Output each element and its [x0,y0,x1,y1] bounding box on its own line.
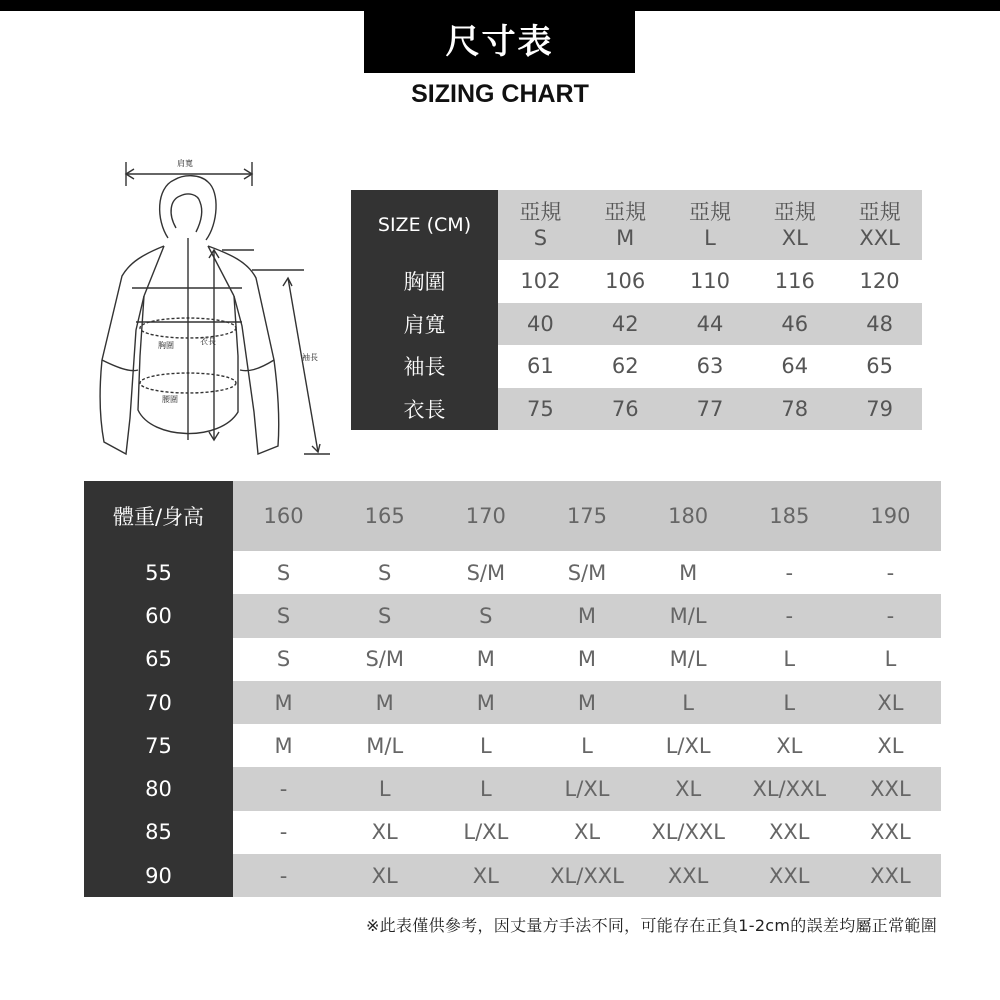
measurement-cell: 46 [752,303,837,346]
sleeve-label: 袖長 [302,353,318,362]
fit-cell: M [435,681,536,724]
measurement-cell: 116 [752,260,837,303]
fit-cell: M [233,681,334,724]
fit-cell: M [334,681,435,724]
measurement-cell: 79 [837,388,922,431]
fit-cell: XL/XXL [638,811,739,854]
measurement-cell: 75 [498,388,583,431]
height-header: 190 [840,481,941,551]
measurement-row-sleeve [351,345,922,388]
weight-label: 85 [84,811,233,854]
fit-cell: L [739,681,840,724]
fit-cell: L [536,724,637,767]
page-subtitle: SIZING CHART [411,80,589,108]
measurement-cell: 44 [668,303,753,346]
fit-cell: XL [840,724,941,767]
measurement-cell: 78 [752,388,837,431]
fit-cell: XL [334,854,435,897]
chest-label: 胸圍 [158,341,174,350]
fit-cell: - [840,594,941,637]
fit-cell: S [334,551,435,594]
measurement-cell: 62 [583,345,668,388]
measurement-cell: 48 [837,303,922,346]
shoulder-label: 肩寬 [177,159,193,168]
fit-cell: L/XL [638,724,739,767]
fit-cell: - [233,767,334,810]
fit-cell: S [435,594,536,637]
size-region: 亞規 [604,200,647,224]
size-region: 亞規 [773,200,816,224]
size-code: XXL [859,226,900,250]
fit-row [84,638,941,681]
weight-label: 60 [84,594,233,637]
fit-cell: L/XL [435,811,536,854]
fit-cell: M/L [638,594,739,637]
fit-cell: XXL [739,811,840,854]
height-header: 180 [638,481,739,551]
size-column-l [668,190,753,260]
measurement-row-chest [351,260,922,303]
fit-cell: M [435,638,536,681]
weight-label: 65 [84,638,233,681]
measurement-cell: 102 [498,260,583,303]
fit-cell: XL/XXL [536,854,637,897]
fit-cell: - [233,811,334,854]
height-header: 175 [536,481,637,551]
height-header: 165 [334,481,435,551]
fit-cell: L [334,767,435,810]
fit-row [84,811,941,854]
measurement-cell: 42 [583,303,668,346]
fit-cell: L [638,681,739,724]
fit-row [84,594,941,637]
fit-cell: XXL [739,854,840,897]
measurement-header-row [351,190,922,260]
measurement-cell: 110 [668,260,753,303]
measurement-row-length [351,388,922,431]
jacket-diagram [92,150,337,460]
fit-cell: - [739,551,840,594]
fit-cell: XL [638,767,739,810]
fit-cell: L [840,638,941,681]
page-title: 尺寸表 [364,11,635,73]
size-region: 亞規 [688,200,731,224]
fit-cell: M/L [638,638,739,681]
fit-cell: - [739,594,840,637]
height-header: 185 [739,481,840,551]
measurement-cell: 40 [498,303,583,346]
weight-label: 55 [84,551,233,594]
fit-cell: L [435,767,536,810]
size-region: 亞規 [858,200,901,224]
fit-cell: XL [840,681,941,724]
row-label: 袖長 [351,345,498,388]
top-bar [0,0,1000,11]
fit-row [84,724,941,767]
measurement-cell: 65 [837,345,922,388]
height-header: 160 [233,481,334,551]
measurement-cell: 106 [583,260,668,303]
length-label: 衣長 [200,337,216,346]
measurement-cell: 64 [752,345,837,388]
fit-row [84,681,941,724]
fit-row [84,854,941,897]
fit-cell: M [233,724,334,767]
fit-cell: XL/XXL [739,767,840,810]
measurement-row-shoulder [351,303,922,346]
size-code: L [704,226,716,250]
fit-cell: S/M [536,551,637,594]
weight-label: 70 [84,681,233,724]
height-header: 170 [435,481,536,551]
fit-cell: S/M [334,638,435,681]
fit-cell: S [334,594,435,637]
size-column-xl [752,190,837,260]
row-label: 衣長 [351,388,498,431]
row-label: 胸圍 [351,260,498,303]
fit-cell: L/XL [536,767,637,810]
fit-cell: XXL [638,854,739,897]
fit-cell: XXL [840,767,941,810]
row-label: 肩寬 [351,303,498,346]
fit-cell: M [536,681,637,724]
fit-cell: XL [739,724,840,767]
fit-cell: M [536,594,637,637]
measurement-cell: 63 [668,345,753,388]
weight-label: 75 [84,724,233,767]
fit-cell: XXL [840,811,941,854]
fit-cell: - [233,854,334,897]
fit-table [84,481,941,897]
size-column-s [498,190,583,260]
size-column-xxl [837,190,922,260]
footnote: ※此表僅供參考，因丈量方手法不同，可能存在正負1-2cm的誤差均屬正常範圍 [365,916,937,935]
size-header: SIZE (CM) [351,190,498,260]
fit-cell: S [233,551,334,594]
weight-label: 90 [84,854,233,897]
size-region: 亞規 [519,200,562,224]
fit-cell: - [840,551,941,594]
size-code: XL [781,226,808,250]
measurement-cell: 61 [498,345,583,388]
fit-cell: S [233,638,334,681]
fit-cell: L [739,638,840,681]
fit-cell: M/L [334,724,435,767]
fit-cell: XL [334,811,435,854]
measurement-cell: 120 [837,260,922,303]
size-column-m [583,190,668,260]
fit-cell: L [435,724,536,767]
measurement-table [351,190,922,430]
weight-label: 80 [84,767,233,810]
fit-row [84,551,941,594]
fit-cell: S [233,594,334,637]
measurement-cell: 76 [583,388,668,431]
measurement-cell: 77 [668,388,753,431]
size-code: M [616,226,635,250]
fit-cell: M [638,551,739,594]
fit-cell: M [536,638,637,681]
fit-header-row [84,481,941,551]
fit-cell: XL [435,854,536,897]
fit-cell: XXL [840,854,941,897]
fit-cell: XL [536,811,637,854]
hem-label: 腰圍 [162,395,178,404]
fit-cell: S/M [435,551,536,594]
weight-height-header: 體重/身高 [84,481,233,551]
size-code: S [533,226,548,250]
fit-row [84,767,941,810]
